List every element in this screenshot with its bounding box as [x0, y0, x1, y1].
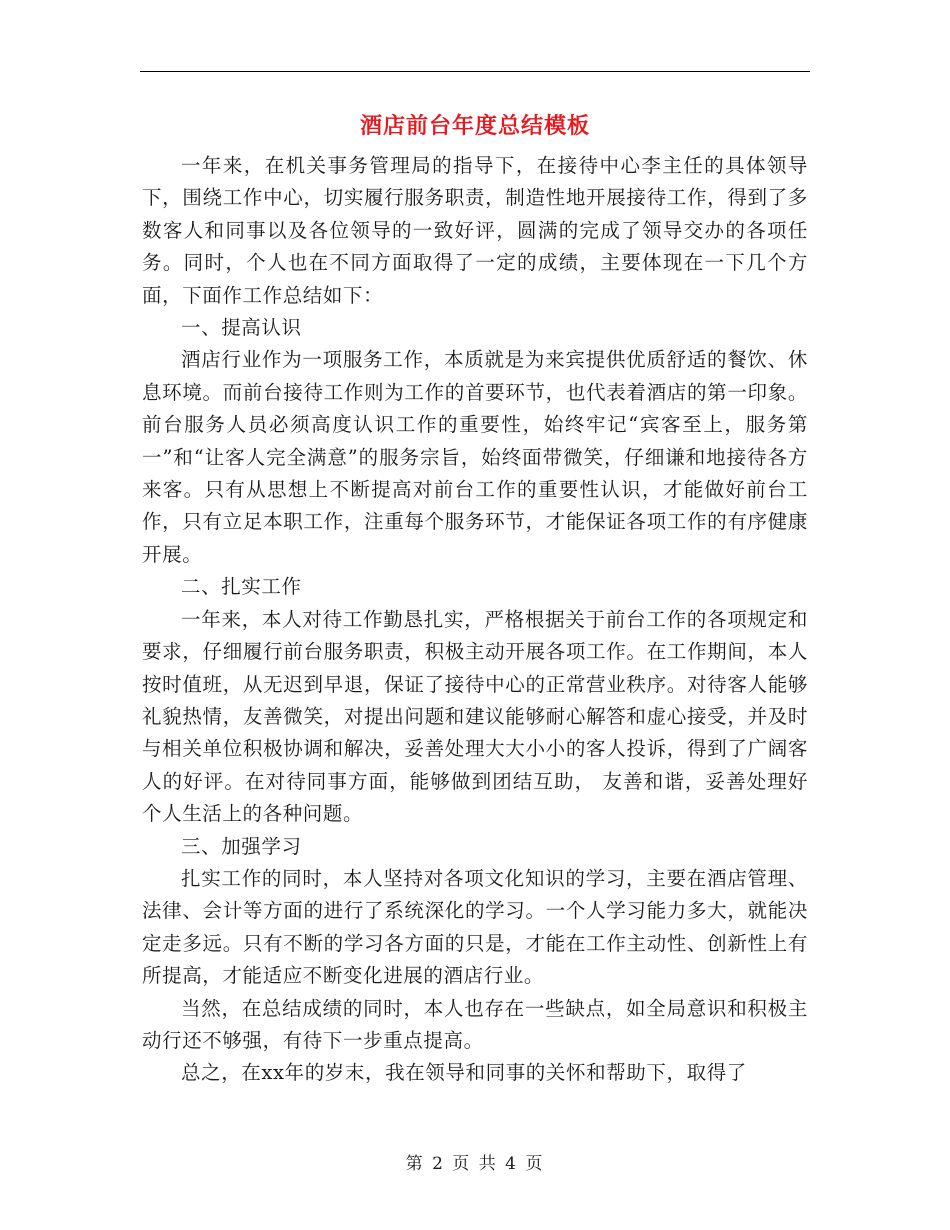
page-number: 第 2 页 共 4 页: [405, 1154, 545, 1174]
paragraph-section-1: 酒店行业作为一项服务工作，本质就是为来宾提供优质舒适的餐饮、休息环境。而前台接待工作则为工作的首要环节，也代表着酒店的第一印象。前台服务人员必须高度认识工作的重要性，始终牢记“宾客至上，服务第一”和“让客人完全满意”的服务宗旨，始终面带微笑，仔细谦和地接待各方来客。只有从思想上不断提高对前台工作的重要性认识，才能做好前台工作，只有立足本职工作，注重每个服务环节，才能保证各项工作的有序健康开展。: [142, 348, 808, 566]
paragraph-section-2: 一年来，本人对待工作勤恳扎实，严格根据关于前台工作的各项规定和要求，仔细履行前台服务职责，积极主动开展各项工作。在工作期间，本人按时值班，从无迟到早退，保证了接待中心的正常营业秩序。对待客人能够礼貌热情，友善微笑，对提出问题和建议能够耐心解答和虚心接受，并及时与相关单位积极协调和解决，妥善处理大大小小的客人投诉，得到了广阔客人的好评。在对待同事方面，能够做到团结互助， 友善和谐，妥善处理好个人生活上的各种问题。: [142, 607, 808, 826]
paragraph-conclusion: 总之，在xx年的岁末，我在领导和同事的关怀和帮助下，取得了: [181, 1061, 747, 1085]
header-rule: [140, 71, 810, 72]
paragraph-section-3: 扎实工作的同时，本人坚持对各项文化知识的学习，主要在酒店管理、法律、会计等方面的进行了系统深化的学习。一个人学习能力多大，就能决定走多远。只有不断的学习各方面的只是，才能在工作主动性、创新性上有所提高，才能适应不断变化进展的酒店行业。: [142, 866, 808, 988]
section-heading-2: 二、扎实工作: [181, 575, 302, 599]
paragraph-shortcomings: 当然，在总结成绩的同时，本人也存在一些缺点，如全局意识和积极主动行还不够强，有待下一步重点提高。: [142, 996, 808, 1052]
section-heading-1: 一、提高认识: [181, 316, 302, 340]
section-heading-3: 三、加强学习: [181, 834, 302, 858]
document-title: 酒店前台年度总结模板: [359, 113, 590, 139]
document-body: [142, 150, 808, 1090]
paragraph-intro: 一年来，在机关事务管理局的指导下，在接待中心李主任的具体领导下，围绕工作中心，切实履行服务职责，制造性地开展接待工作，得到了多数客人和同事以及各位领导的一致好评，圆满的完成了领导交办的各项任务。同时，个人也在不同方面取得了一定的成绩，主要体现在一下几个方面，下面作工作总结如下：: [142, 154, 808, 307]
